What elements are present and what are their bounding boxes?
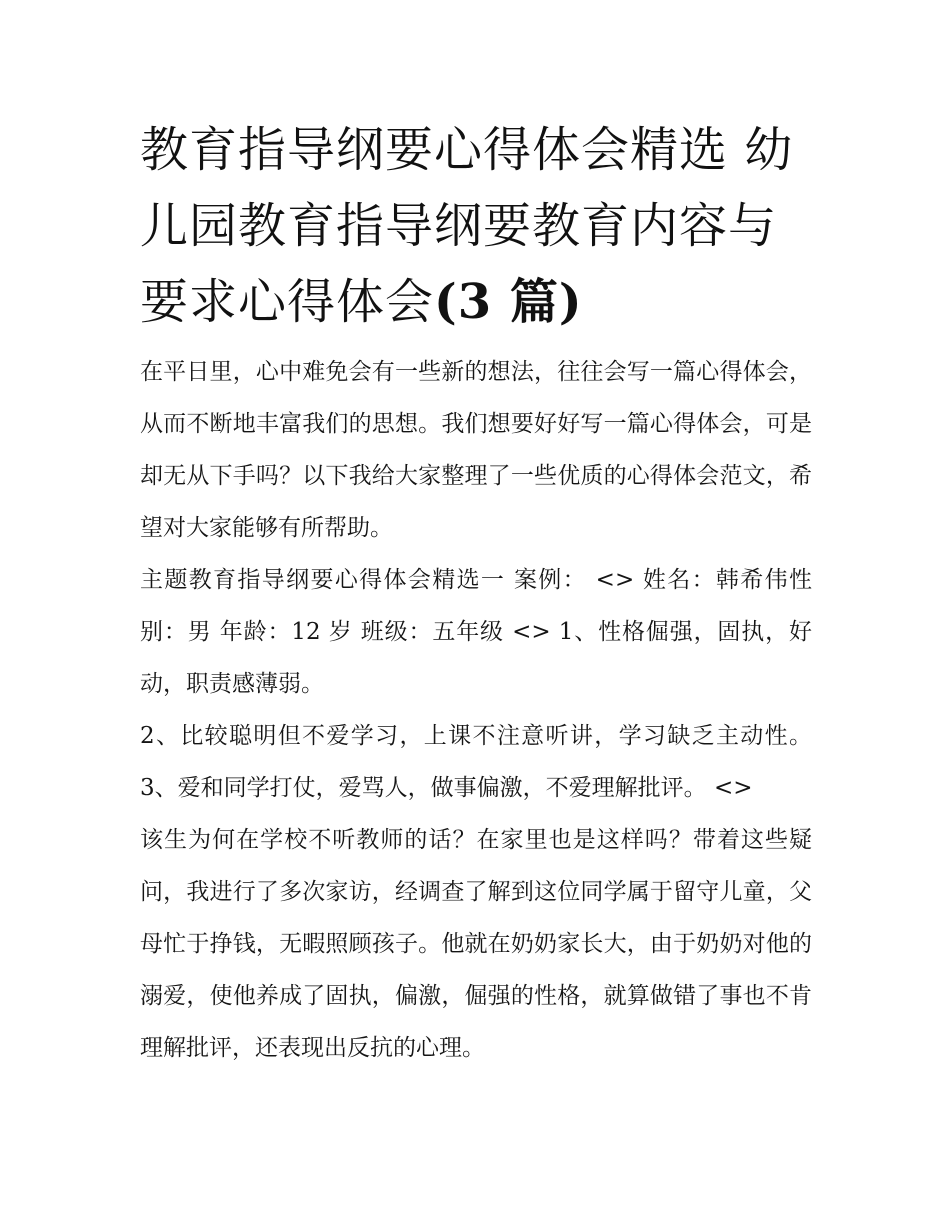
intro-paragraph: 在平日里，心中难免会有一些新的想法，往往会写一篇心得体会，从而不断地丰富我们的思想。我们想要好好写一篇心得体会，可是却无从下手吗？以下我给大家整理了一些优质的心得体会范文，希望对大家能够有所帮助。 <box>140 359 812 541</box>
case-info-paragraph: 主题教育指导纲要心得体会精选一 案例： <> 姓名：韩希伟性别：男 年龄：12 岁 班级：五年级 <> 1、性格倔强，固执，好动，职责感薄弱。 <box>140 567 812 697</box>
case-analysis-paragraph: 该生为何在学校不听教师的话？在家里也是这样吗？带着这些疑问，我进行了多次家访，经调查了解到这位同学属于留守儿童，父母忙于挣钱，无暇照顾孩子。他就在奶奶家长大，由于奶奶对他的溺爱，使他养成了固执，偏激，倔强的性格，就算做错了事也不肯理解批评，还表现出反抗的心理。 <box>140 827 812 1061</box>
case-traits-paragraph: 2、比较聪明但不爱学习，上课不注意听讲，学习缺乏主动性。 3、爱和同学打仗，爱骂人，做事偏激，不爱理解批评。 <> <box>140 723 812 801</box>
document-title <box>140 112 812 340</box>
document-title-count: (3 篇) <box>434 274 583 330</box>
document-title-text: 教育指导纲要心得体会精选 幼儿园教育指导纲要教育内容与要求心得体会 <box>140 122 794 330</box>
document-content <box>140 112 812 1074</box>
